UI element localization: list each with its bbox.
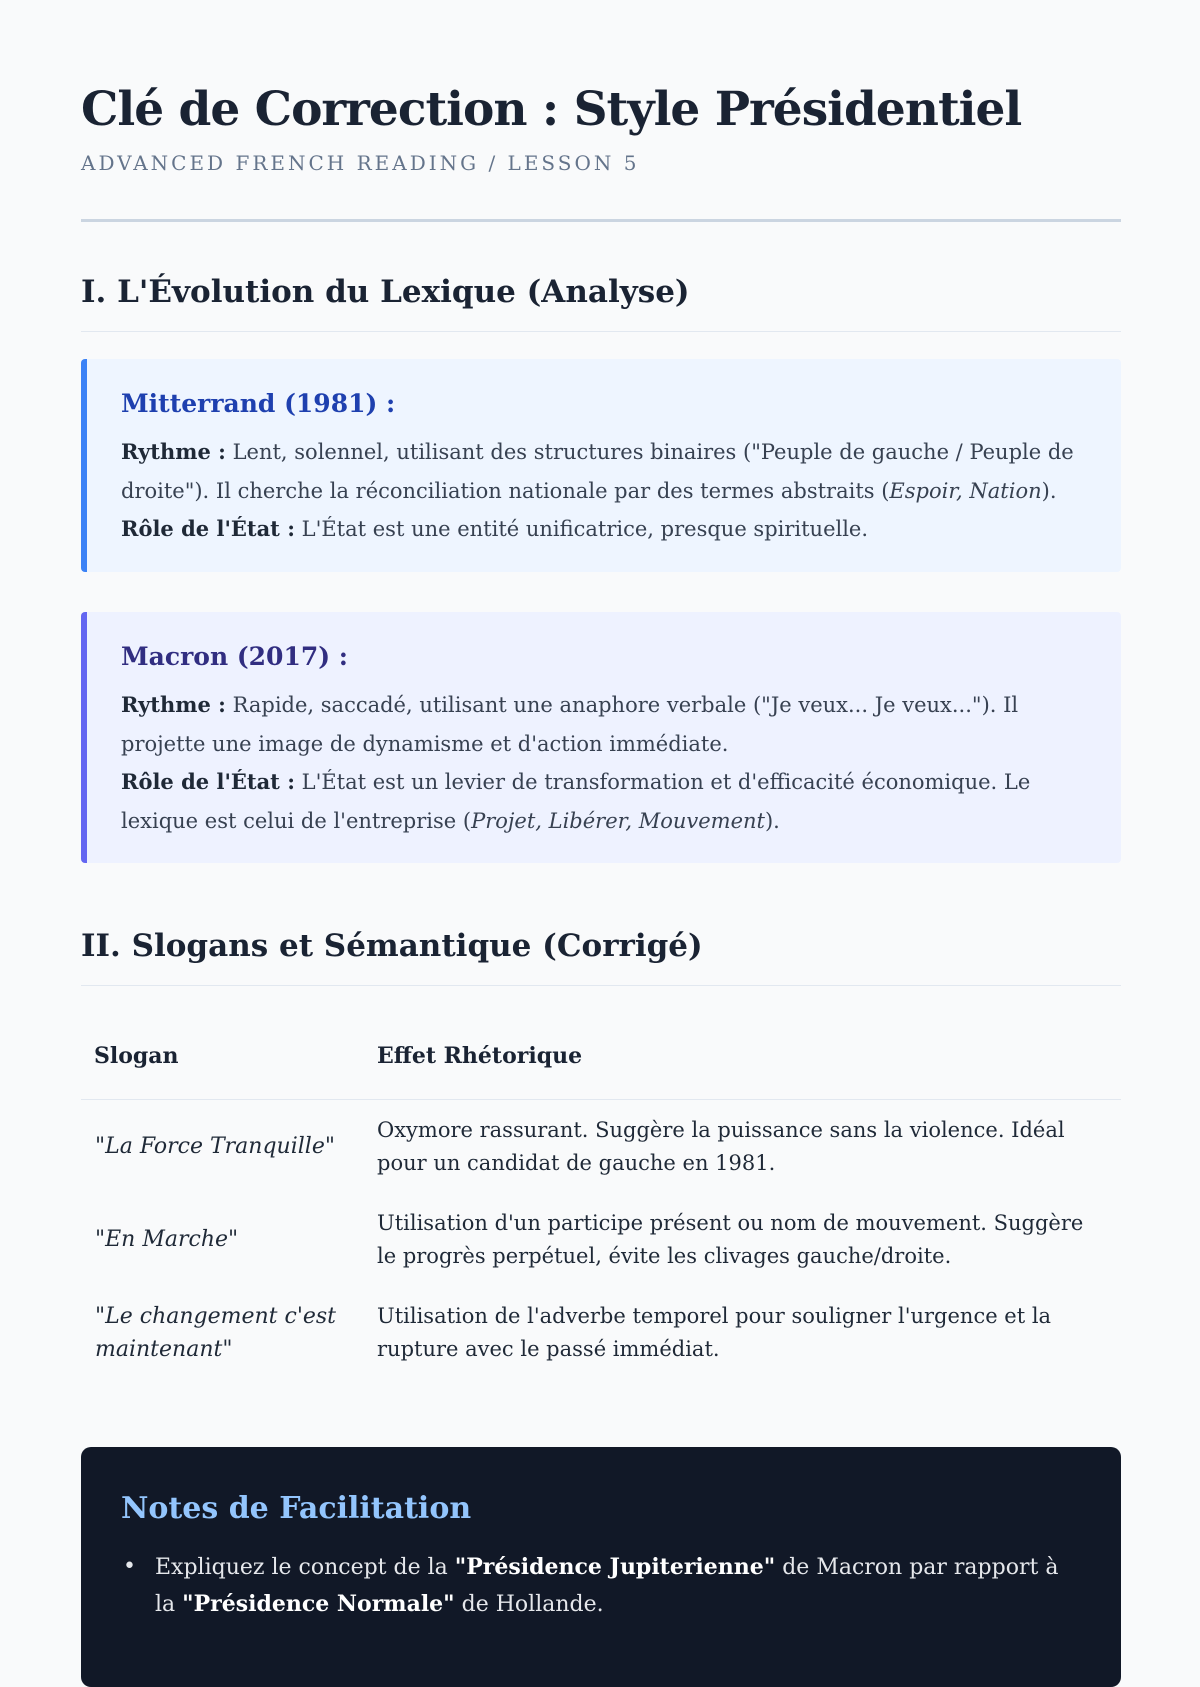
table-header-row (81, 1017, 1121, 1100)
slogan-cell: "En Marche" (95, 1227, 239, 1252)
state-text: L'État est une entité unificatrice, presque spirituelle. (294, 517, 869, 541)
card-state-text (121, 763, 1093, 840)
slogan-cell: "Le changement c'est maintenant" (95, 1303, 337, 1362)
page-title: Clé de Correction : Style Présidentiel (81, 82, 1022, 137)
section-divider (81, 331, 1121, 332)
effect-cell: Oxymore rassurant. Suggère la puissance sans la violence. Idéal pour un candidat de gauche en 1981. (377, 1117, 1065, 1175)
state-end: ). (764, 808, 780, 833)
note-bold-term: "Présidence Normale" (182, 1591, 455, 1617)
effect-cell: Utilisation d'un participe présent ou nom de mouvement. Suggère le progrès perpétuel, évite les clivages gauche/droite. (377, 1210, 1084, 1268)
state-label: Rôle de l'État : (121, 516, 295, 541)
title-divider (81, 219, 1121, 222)
state-label: Rôle de l'État : (121, 769, 295, 794)
table-row (81, 1100, 1121, 1193)
notes-title: Notes de Facilitation (121, 1491, 472, 1526)
rhythm-text: Lent, solennel, utilisant des structures binaires ("Peuple de gauche / Peuple de droite"). Il cherche la réconciliation nationale par des termes abstraits ( (121, 440, 1074, 503)
state-terms: Projet, Libérer, Mouvement (471, 808, 765, 833)
slogan-cell: "La Force Tranquille" (95, 1134, 335, 1159)
page-subtitle: ADVANCED FRENCH READING / LESSON 5 (81, 151, 640, 175)
rhythm-label: Rythme : (121, 692, 226, 717)
card-title: Mitterrand (1981) : (121, 389, 396, 418)
table-row (81, 1286, 1121, 1379)
notes-list (121, 1549, 1081, 1623)
bullet-icon: • (123, 1554, 136, 1579)
rhythm-text: Rapide, saccadé, utilisant une anaphore verbale ("Je veux... Je veux..."). Il projette une image de dynamisme et d'action immédiate. (121, 693, 1019, 756)
card-rhythm-text (121, 433, 1093, 510)
note-text-start: Expliquez le concept de la (155, 1555, 455, 1580)
section-heading-slogans: II. Slogans et Sémantique (Corrigé) (81, 928, 703, 964)
slogan-table (81, 1017, 1121, 1379)
column-header-slogan: Slogan (94, 1043, 179, 1069)
card-mitterrand (81, 359, 1121, 572)
section-divider (81, 985, 1121, 986)
card-rhythm-text (121, 686, 1093, 763)
facilitation-notes-panel (81, 1447, 1121, 1687)
list-item (121, 1549, 1081, 1623)
note-text-middle: de Macron par rapport à la (155, 1555, 1059, 1617)
column-header-effect: Effet Rhétorique (377, 1043, 583, 1069)
rhythm-terms: Espoir, Nation (889, 478, 1042, 503)
rhythm-end: ). (1041, 478, 1057, 503)
effect-cell: Utilisation de l'adverbe temporel pour souligner l'urgence et la rupture avec le passé immédiat. (377, 1303, 1052, 1361)
section-heading-lexique: I. L'Évolution du Lexique (Analyse) (81, 274, 690, 310)
rhythm-label: Rythme : (121, 439, 226, 464)
table-row (81, 1193, 1121, 1286)
note-text-end: de Hollande. (454, 1592, 604, 1617)
card-title: Macron (2017) : (121, 642, 348, 671)
card-state-text (121, 510, 1093, 549)
note-bold-term: "Présidence Jupiterienne" (454, 1554, 776, 1580)
card-macron (81, 612, 1121, 863)
state-text: L'État est un levier de transformation et d'efficacité économique. Le lexique est celui de l'entreprise ( (121, 770, 1031, 833)
